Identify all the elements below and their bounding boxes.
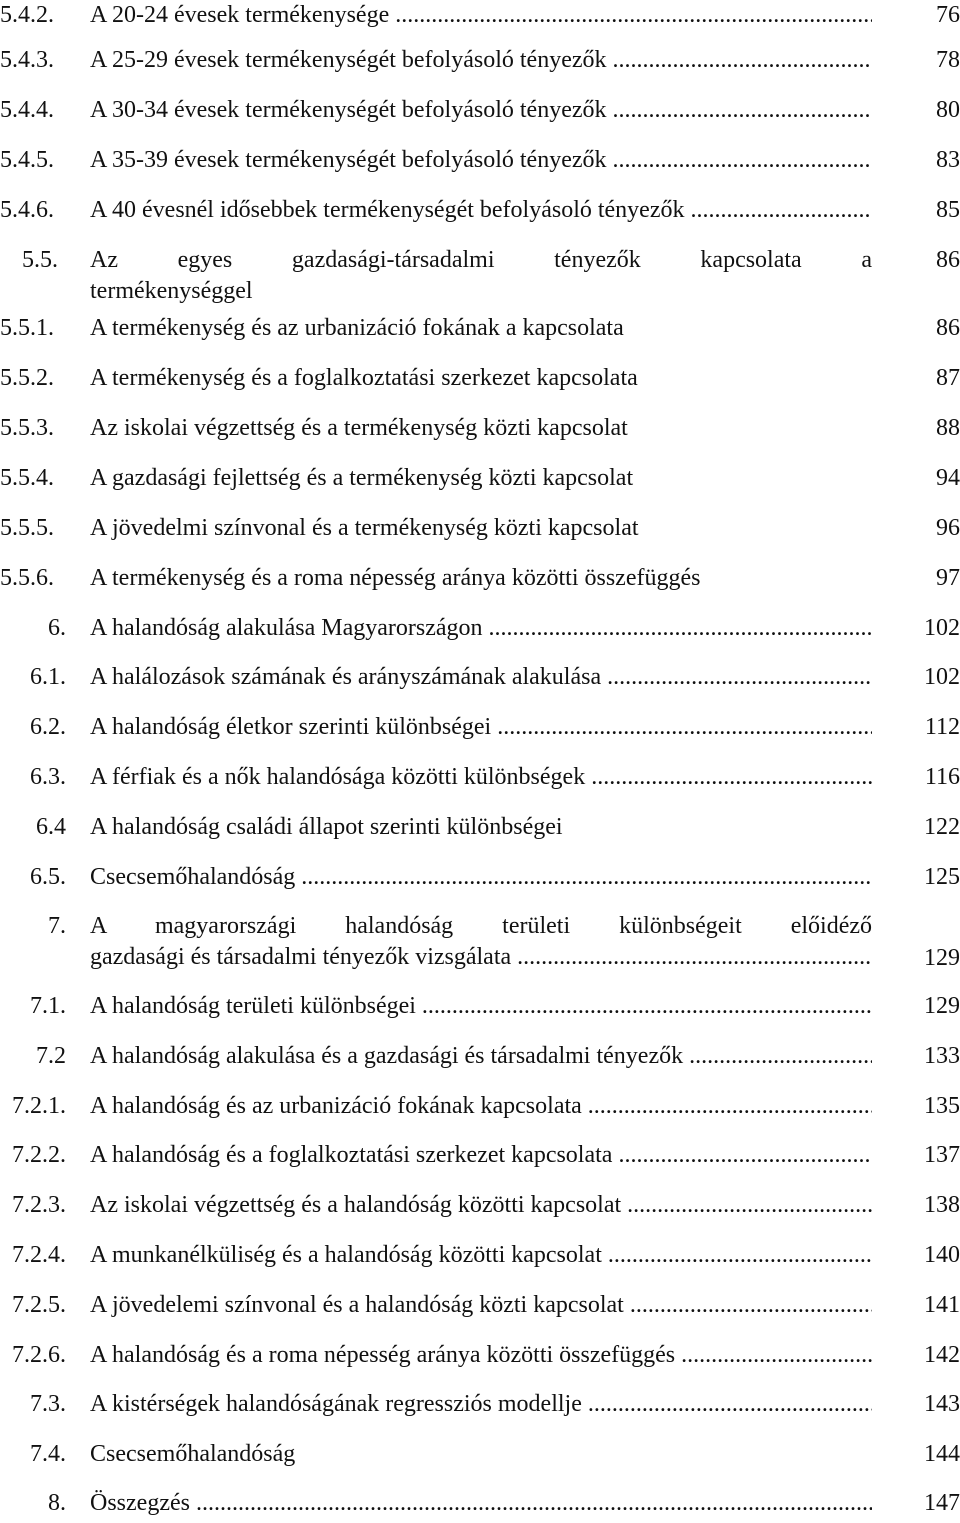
toc-entry-title: A halandóság alakulása és a gazdasági és társadalmi tényezők ..... [90,1041,872,1072]
toc-entry-title [90,245,872,307]
toc-entry-title: A halandóság és az urbanizáció fokának kapcsolata ..... [90,1091,872,1122]
toc-entry-page: 122 [924,814,960,840]
toc-entry-title: Az iskolai végzettség és a termékenység közti kapcsolat [90,415,628,441]
toc-entry-page: 112 [924,714,960,740]
toc-entry-page: 138 [924,1192,960,1218]
toc-entry-number: 7.4. [30,1441,66,1467]
toc-entry-number: 8. [48,1490,66,1516]
toc-entry-title: A munkanélküliség és a halandóság közötti kapcsolat ..... [90,1240,872,1271]
toc-entry-title: A jövedelmi színvonal és a termékenység közti kapcsolat [90,515,639,541]
toc-entry-title: A 35-39 évesek termékenységét befolyásoló tényezők ..... [90,145,872,176]
toc-entry-page: 102 [924,664,960,690]
toc-entry-title: A termékenység és a foglalkoztatási szerkezet kapcsolata [90,365,638,391]
toc-entry-page: 97 [936,565,960,591]
toc-entry-number: 7.2 [36,1043,66,1069]
toc-entry-number: 5.5.4. [0,465,54,491]
toc-entry-title-line2: gazdasági és társadalmi tényezők vizsgálata ..... [90,942,872,973]
toc-entry-number: 7.3. [30,1391,66,1417]
toc-entry-page: 129 [924,945,960,971]
toc-entry-number: 7.2.5. [12,1292,66,1318]
toc-entry-number: 7.2.6. [12,1342,66,1368]
toc-entry-number: 5.5.3. [0,415,54,441]
toc-entry-page: 94 [936,465,960,491]
toc-entry-title: A 20-24 évesek termékenysége ..... [90,0,872,31]
toc-entry-title: Összegzés ..... [90,1488,872,1519]
toc-entry-number: 6.3. [30,764,66,790]
toc-entry-page: 85 [936,197,960,223]
toc-entry-title [90,911,872,973]
toc-entry-title-line2: termékenységgel [90,278,253,304]
toc-entry-number: 7. [48,913,66,939]
toc-entry-title: A termékenység és az urbanizáció fokának a kapcsolata [90,315,624,341]
toc-entry-title: A halandóság életkor szerinti különbségei ..... [90,712,872,743]
toc-entry-number: 5.5.2. [0,365,54,391]
toc-entry-number: 6.1. [30,664,66,690]
toc-entry-page: 96 [936,515,960,541]
toc-entry-page: 144 [924,1441,960,1467]
toc-entry-number: 5.5.6. [0,565,54,591]
toc-entry-number: 5.5. [22,247,58,273]
toc-entry-title: A 30-34 évesek termékenységét befolyásoló tényezők ..... [90,95,872,126]
toc-entry-title: A halandóság területi különbségei ..... [90,991,872,1022]
toc-entry-number: 5.4.6. [0,197,54,223]
toc-entry-page: 129 [924,993,960,1019]
toc-entry-number: 5.4.4. [0,97,54,123]
toc-entry-number: 5.4.5. [0,147,54,173]
toc-entry-number: 6.4 [36,814,66,840]
toc-entry-page: 86 [936,247,960,273]
toc-entry-number: 7.2.2. [12,1142,66,1168]
toc-entry-number: 5.4.2. [0,2,54,28]
toc-entry-page: 78 [936,47,960,73]
toc-entry-title: Csecsemőhalandóság ..... [90,862,872,893]
toc-entry-title: A halandóság alakulása Magyarországon ..... [90,613,872,644]
toc-entry-page: 140 [924,1242,960,1268]
toc-entry-title: A gazdasági fejlettség és a termékenység közti kapcsolat [90,465,634,491]
toc-entry-page: 87 [936,365,960,391]
toc-entry-title: A halandóság családi állapot szerinti különbségei [90,814,563,840]
toc-entry-title: A jövedelemi színvonal és a halandóság közti kapcsolat ..... [90,1290,872,1321]
toc-entry-number: 6. [48,615,66,641]
toc-entry-page: 83 [936,147,960,173]
toc-entry-page: 133 [924,1043,960,1069]
toc-entry-title: A 40 évesnél idősebbek termékenységét befolyásoló tényezők ..... [90,195,872,226]
toc-entry-page: 143 [924,1391,960,1417]
toc-entry-title: A férfiak és a nők halandósága közötti különbségek ..... [90,762,872,793]
toc-entry-page: 141 [924,1292,960,1318]
toc-entry-title: A 25-29 évesek termékenységét befolyásoló tényezők ..... [90,45,872,76]
toc-entry-page: 142 [924,1342,960,1368]
toc-entry-page: 125 [924,864,960,890]
toc-entry-page: 137 [924,1142,960,1168]
toc-entry-page: 80 [936,97,960,123]
toc-entry-page: 86 [936,315,960,341]
toc-entry-number: 6.5. [30,864,66,890]
toc-entry-title: A kistérségek halandóságának regressziós modellje ..... [90,1389,872,1420]
toc-entry-title-line1: Az egyes gazdasági-társadalmi tényezők kapcsolata a [90,247,872,273]
toc-entry-title: A halandóság és a roma népesség aránya közötti összefüggés ..... [90,1340,872,1371]
toc-entry-number: 5.5.1. [0,315,54,341]
toc-entry-title-line1: A magyarországi halandóság területi különbségeit előidéző [90,913,872,939]
toc-entry-number: 7.2.1. [12,1093,66,1119]
toc-entry-number: 5.4.3. [0,47,54,73]
toc-entry-number: 5.5.5. [0,515,54,541]
toc-entry-number: 7.2.4. [12,1242,66,1268]
toc-entry-title: Csecsemőhalandóság [90,1441,296,1467]
toc-entry-page: 76 [936,2,960,28]
toc-entry-title: Az iskolai végzettség és a halandóság közötti kapcsolat ..... [90,1190,872,1221]
toc-entry-page: 116 [924,764,960,790]
toc-entry-page: 88 [936,415,960,441]
toc-entry-title: A termékenység és a roma népesség aránya közötti összefüggés [90,565,701,591]
toc-entry-page: 147 [924,1490,960,1516]
toc-entry-page: 135 [924,1093,960,1119]
toc-entry-title: A halálozások számának és arányszámának alakulása ..... [90,662,872,693]
toc-entry-number: 6.2. [30,714,66,740]
toc-entry-title: A halandóság és a foglalkoztatási szerkezet kapcsolata ..... [90,1140,872,1171]
toc-entry-number: 7.2.3. [12,1192,66,1218]
toc-entry-page: 102 [924,615,960,641]
toc-entry-number: 7.1. [30,993,66,1019]
